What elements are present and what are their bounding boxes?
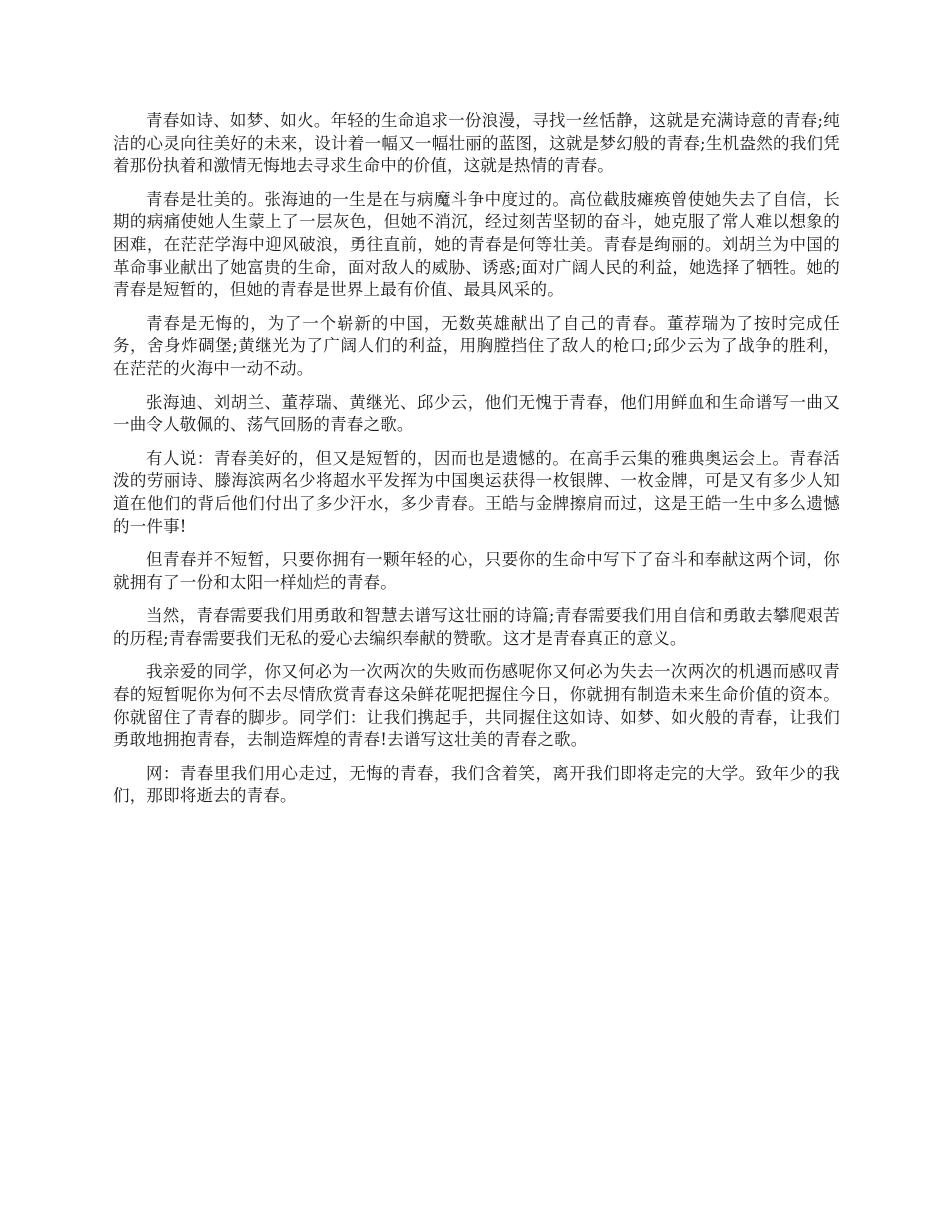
paragraph-3: 青春是无悔的，为了一个崭新的中国，无数英雄献出了自己的青春。董荐瑞为了按时完成任务，舍身炸碉堡;黄继光为了广阔人们的利益，用胸膛挡住了敌人的枪口;邱少云为了战争的胜利，在茫茫的火海中一动不动。	[113, 313, 840, 378]
paragraph-9: 网：青春里我们用心走过，无悔的青春，我们含着笑，离开我们即将走完的大学。致年少的我们，那即将逝去的青春。	[113, 763, 840, 806]
document-body	[113, 110, 840, 819]
paragraph-2: 青春是壮美的。张海迪的一生是在与病魔斗争中度过的。高位截肢瘫痪曾使她失去了自信，长期的病痛使她人生蒙上了一层灰色，但她不消沉，经过刻苦坚韧的奋斗，她克服了常人难以想象的困难，在茫茫学海中迎风破浪，勇往直前，她的青春是何等壮美。青春是绚丽的。刘胡兰为中国的革命事业献出了她富贵的生命，面对敌人的威胁、诱惑;面对广阔人民的利益，她选择了牺牲。她的青春是短暂的，但她的青春是世界上最有价值、最具风采的。	[113, 189, 840, 300]
paragraph-5: 有人说：青春美好的，但又是短暂的，因而也是遗憾的。在高手云集的雅典奥运会上。青春活泼的劳丽诗、滕海滨两名少将超水平发挥为中国奥运获得一枚银牌、一枚金牌，可是又有多少人知道在他们的背后他们付出了多少汗水，多少青春。王皓与金牌擦肩而过，这是王皓一生中多么遗憾的一件事!	[113, 448, 840, 536]
paragraph-4: 张海迪、刘胡兰、董荐瑞、黄继光、邱少云，他们无愧于青春，他们用鲜血和生命谱写一曲又一曲令人敬佩的、荡气回肠的青春之歌。	[113, 392, 840, 435]
paragraph-7: 当然，青春需要我们用勇敢和智慧去谱写这壮丽的诗篇;青春需要我们用自信和勇敢去攀爬艰苦的历程;青春需要我们无私的爱心去编织奉献的赞歌。这才是青春真正的意义。	[113, 606, 840, 648]
paragraph-8: 我亲爱的同学，你又何必为一次两次的失败而伤感呢你又何必为失去一次两次的机遇而感叹青春的短暂呢你为何不去尽情欣赏青春这朵鲜花呢把握住今日，你就拥有制造未来生命价值的资本。你就留住了青春的脚步。同学们：让我们携起手，共同握住这如诗、如梦、如火般的青春，让我们勇敢地拥抱青春，去制造辉煌的青春!去谱写这壮美的青春之歌。	[113, 662, 840, 750]
paragraph-6: 但青春并不短暂，只要你拥有一颗年轻的心，只要你的生命中写下了奋斗和奉献这两个词，你就拥有了一份和太阳一样灿烂的青春。	[113, 550, 840, 592]
paragraph-1: 青春如诗、如梦、如火。年轻的生命追求一份浪漫，寻找一丝恬静，这就是充满诗意的青春;纯洁的心灵向往美好的未来，设计着一幅又一幅壮丽的蓝图，这就是梦幻般的青春;生机盎然的我们凭着那份执着和激情无悔地去寻求生命中的价值，这就是热情的青春。	[113, 111, 840, 176]
